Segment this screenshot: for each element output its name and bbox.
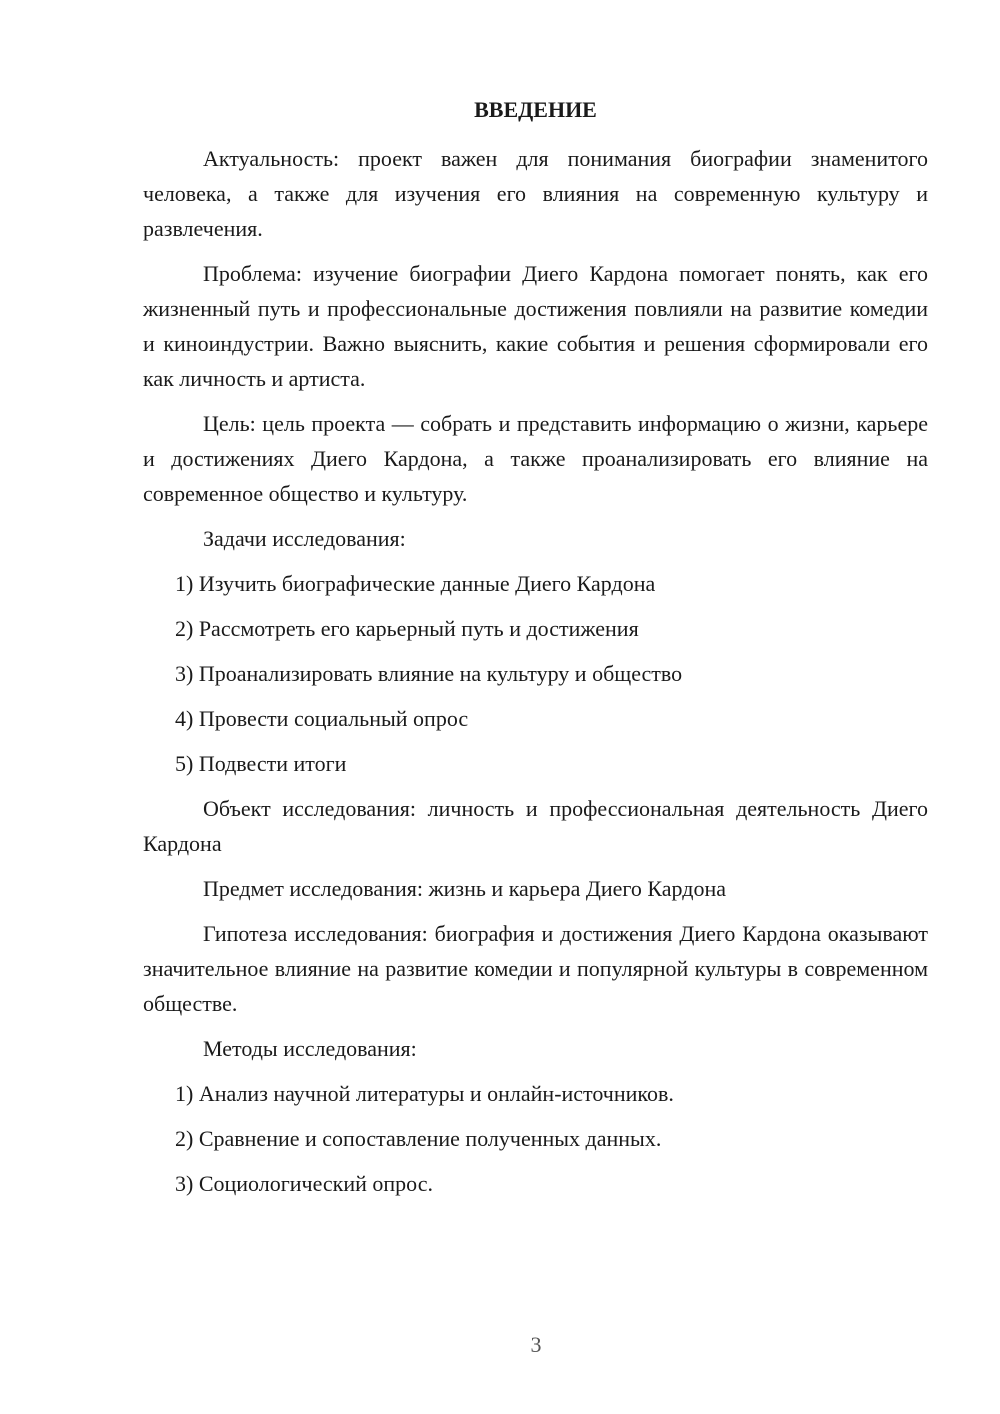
task-item: 2) Рассмотреть его карьерный путь и достижения (175, 616, 639, 641)
hypothesis-paragraph: Гипотеза исследования: биография и достижения Диего Кардона оказывают значительное влияние на развитие комедии и популярной культуры в современном обществе. (143, 921, 928, 1016)
methods-list (143, 1076, 928, 1201)
subject-paragraph: Предмет исследования: жизнь и карьера Диего Кардона (203, 876, 726, 901)
goal-paragraph: Цель: цель проекта — собрать и представить информацию о жизни, карьере и достижениях Диего Кардона, а также проанализировать его влияние на современное общество и культуру. (143, 411, 928, 506)
document-title: ВВЕДЕНИЕ (474, 97, 597, 122)
task-item: 1) Изучить биографические данные Диего Кардона (175, 571, 656, 596)
page-number: 3 (530, 1332, 542, 1357)
document-page (143, 92, 928, 1211)
problem-paragraph: Проблема: изучение биографии Диего Кардона помогает понять, как его жизненный путь и профессиональные достижения повлияли на развитие комедии и киноиндустрии. Важно выяснить, какие события и решения сформировали его как личность и артиста. (143, 261, 928, 391)
task-item: 5) Подвести итоги (175, 751, 347, 776)
task-item: 3) Проанализировать влияние на культуру и общество (175, 661, 683, 686)
method-item: 3) Социологический опрос. (175, 1171, 433, 1196)
tasks-heading: Задачи исследования: (203, 526, 406, 551)
object-paragraph: Объект исследования: личность и профессиональная деятельность Диего Кардона (143, 796, 928, 856)
relevance-paragraph: Актуальность: проект важен для понимания биографии знаменитого человека, а также для изучения его влияния на современную культуру и развлечения. (143, 146, 928, 241)
method-item: 1) Анализ научной литературы и онлайн-источников. (175, 1081, 674, 1106)
task-item: 4) Провести социальный опрос (175, 706, 469, 731)
methods-heading: Методы исследования: (203, 1036, 417, 1061)
method-item: 2) Сравнение и сопоставление полученных данных. (175, 1126, 662, 1151)
tasks-list (143, 566, 928, 781)
